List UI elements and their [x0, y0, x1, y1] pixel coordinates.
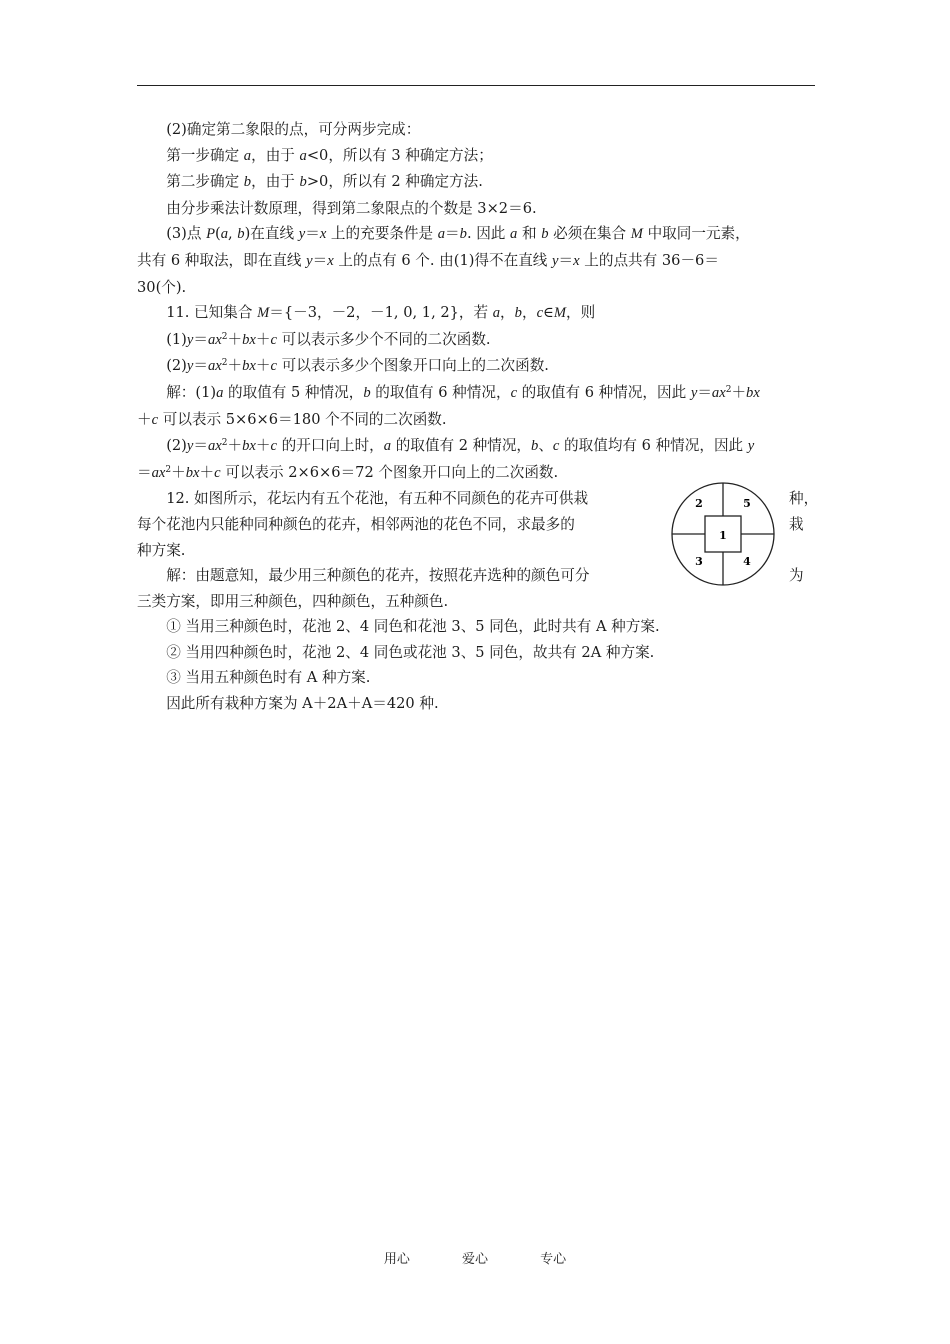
v: c: [214, 464, 221, 481]
v: c: [270, 331, 277, 348]
t: ＝: [193, 330, 208, 348]
v: b: [237, 226, 245, 243]
v: c: [510, 384, 518, 401]
t: ＝: [558, 251, 574, 269]
t: 可以表示 5×6×6＝180 个不同的二次函数.: [158, 410, 447, 428]
v: x: [215, 331, 222, 348]
text: 第二步确定: [166, 173, 244, 191]
v: y: [690, 384, 698, 401]
v: y: [186, 331, 194, 348]
t: ＋: [227, 357, 243, 375]
t: ＋: [137, 410, 152, 428]
text: 由分步乘法计数原理，得到第二象限点的个数是 3×2＝6.: [166, 199, 537, 217]
text-line: [137, 248, 817, 275]
t: (1): [166, 330, 187, 348]
t: ＝: [305, 225, 320, 243]
t: 上的充要条件是: [326, 225, 438, 243]
v: b: [514, 305, 522, 322]
pool-label-4: 4: [743, 555, 751, 568]
sup: 2: [221, 331, 228, 342]
t: 上的点共有 36－6＝: [579, 251, 719, 269]
v: M: [630, 226, 643, 243]
v: y: [552, 252, 559, 269]
text-line: [137, 300, 817, 327]
v: x: [249, 331, 256, 348]
t: 的取值有 6 种情况，: [370, 383, 511, 401]
v: a: [220, 226, 229, 243]
v: y: [306, 252, 313, 269]
v: a: [207, 438, 216, 455]
text: 为: [789, 567, 804, 585]
v: c: [552, 438, 560, 455]
t: ＝: [445, 225, 460, 243]
v: a: [151, 464, 159, 481]
t: ＝{－3，－2，－1, 0, 1, 2}，若: [269, 304, 493, 322]
v: a: [492, 305, 501, 322]
v: M: [553, 305, 567, 322]
v: x: [215, 358, 222, 375]
t: 的开口向上时，: [276, 437, 384, 455]
t: ＋: [255, 437, 271, 455]
v: y: [298, 226, 306, 243]
header-rule: [137, 85, 815, 86]
text: <0，所以有 3 种确定方法；: [306, 146, 493, 164]
v: a: [207, 358, 216, 375]
v: x: [158, 464, 166, 481]
t: 必须在集合: [548, 225, 631, 243]
t: ＋: [255, 330, 271, 348]
t: ，: [521, 304, 537, 322]
t: ∈: [543, 304, 554, 322]
t: 共有 6 种取法，即在直线: [137, 251, 307, 269]
v: b: [746, 384, 754, 401]
v: y: [186, 358, 194, 375]
document-body: [137, 117, 817, 717]
v: a: [216, 384, 224, 401]
text: 三类方案，即用三种颜色，四种颜色，五种颜色.: [137, 592, 449, 610]
page-footer: [0, 1248, 950, 1267]
t: ＝: [137, 463, 152, 481]
footer-item: 专心: [540, 1252, 567, 1267]
t: ＝: [193, 437, 208, 455]
t: (2): [166, 437, 187, 455]
var: a: [243, 147, 252, 164]
v: M: [257, 305, 270, 322]
pool-label-1: 1: [719, 529, 727, 542]
t: 解：(1): [166, 383, 217, 401]
text-line: [137, 169, 817, 196]
text-line: [137, 589, 817, 615]
t: ＝: [193, 357, 208, 375]
v: x: [319, 226, 327, 243]
sup: 2: [221, 358, 228, 369]
var: b: [243, 174, 252, 191]
flower-bed-diagram: [670, 481, 776, 587]
text-line: [137, 196, 817, 222]
v: b: [242, 331, 250, 348]
text: ，由于: [251, 146, 300, 164]
var: a: [299, 147, 307, 164]
t: . 因此: [466, 225, 511, 243]
v: c: [270, 358, 277, 375]
v: x: [249, 438, 256, 455]
text-line: [137, 143, 817, 170]
v: P: [206, 226, 216, 243]
v: b: [531, 438, 539, 455]
t: ＋: [255, 357, 271, 375]
text-line: [137, 327, 817, 354]
v: b: [242, 358, 250, 375]
v: x: [753, 384, 760, 401]
sup: 2: [221, 438, 228, 449]
t: ＋: [731, 383, 747, 401]
v: a: [383, 438, 392, 455]
t: (2): [166, 357, 187, 375]
pool-label-2: 2: [695, 497, 703, 510]
text-line: [137, 221, 817, 248]
v: x: [719, 384, 726, 401]
t: 11. 已知集合: [166, 304, 258, 322]
t: ＋: [227, 437, 243, 455]
text: 30(个).: [137, 278, 187, 296]
v: x: [215, 438, 222, 455]
t: 的取值均有 6 种情况，因此: [559, 437, 748, 455]
v: b: [363, 384, 371, 401]
t: 的取值有 2 种情况，: [391, 437, 532, 455]
footer-item: 爱心: [461, 1252, 488, 1267]
sup: 2: [165, 464, 172, 475]
v: y: [186, 438, 194, 455]
text: ，由于: [251, 173, 300, 191]
text-line: [137, 691, 817, 717]
t: 的取值有 5 种情况，: [223, 383, 364, 401]
t: 、: [538, 437, 553, 455]
pool-label-3: 3: [695, 555, 703, 568]
text-line: [137, 353, 817, 380]
text-line: [137, 433, 817, 460]
t: 的取值有 6 种情况，因此: [517, 383, 691, 401]
t: ＝: [312, 251, 328, 269]
v: b: [185, 464, 194, 481]
t: 可以表示多少个不同的二次函数.: [276, 330, 491, 348]
t: )在直线: [244, 225, 299, 243]
sup: 2: [725, 384, 732, 395]
text: 种，: [789, 490, 819, 508]
t: (3)点: [166, 225, 207, 243]
text: >0，所以有 2 种确定方法.: [306, 173, 483, 191]
t: ＋: [227, 330, 243, 348]
t: ＝: [697, 383, 712, 401]
t: ，则: [566, 304, 596, 322]
t: 上的点有 6 个. 由(1)得不在直线: [333, 251, 553, 269]
text: ③ 当用五种颜色时有 A 种方案.: [166, 669, 371, 687]
v: b: [242, 438, 250, 455]
text-line: [137, 640, 817, 666]
text: (2)确定第二象限的点，可分两步完成：: [166, 121, 421, 138]
v: y: [747, 438, 755, 455]
pool-label-5: 5: [743, 497, 751, 510]
text-line: [137, 117, 817, 143]
text-line: [137, 665, 817, 691]
var: b: [299, 174, 307, 191]
v: a: [437, 226, 446, 243]
v: c: [536, 305, 544, 322]
t: ＋: [199, 463, 215, 481]
t: 可以表示多少个图象开口向上的二次函数.: [276, 357, 549, 375]
text-line: [137, 407, 817, 434]
v: a: [207, 331, 216, 348]
t: ，: [500, 304, 515, 322]
text: 种方案.: [137, 541, 186, 559]
text: 栽: [789, 515, 804, 533]
t: 中取同一元素，: [642, 225, 750, 243]
t: 和: [517, 225, 542, 243]
text-line: [137, 380, 817, 407]
text: 每个花池内只能种同种颜色的花卉，相邻两池的花色不同，求最多的: [137, 515, 575, 533]
v: x: [193, 464, 200, 481]
text: ① 当用三种颜色时，花池 2、4 同色和花池 3、5 同色，此时共有 A 种方案.: [166, 618, 660, 636]
text-line: [137, 614, 817, 640]
v: x: [573, 252, 580, 269]
text-line: [137, 275, 817, 301]
v: x: [249, 358, 256, 375]
v: b: [459, 226, 467, 243]
text: 12. 如图所示，花坛内有五个花池，有五种不同颜色的花卉可供栽: [166, 490, 589, 508]
text: ② 当用四种颜色时，花池 2、4 同色或花池 3、5 同色，故共有 2A 种方案.: [166, 643, 655, 661]
text: 第一步确定: [166, 146, 244, 164]
v: c: [151, 411, 159, 428]
v: b: [541, 226, 549, 243]
v: a: [510, 226, 518, 243]
t: ＋: [171, 463, 186, 481]
t: (: [215, 225, 221, 243]
t: 可以表示 2×6×6＝72 个图象开口向上的二次函数.: [220, 463, 559, 481]
v: a: [711, 384, 720, 401]
v: x: [327, 252, 334, 269]
t: ,: [228, 225, 238, 243]
v: c: [270, 438, 277, 455]
text: 因此所有栽种方案为 A＋2A＋A＝420 种.: [166, 695, 439, 713]
footer-item: 用心: [383, 1252, 410, 1267]
text: 解：由题意知，最少用三种颜色的花卉，按照花卉选种的颜色可分: [166, 567, 590, 585]
